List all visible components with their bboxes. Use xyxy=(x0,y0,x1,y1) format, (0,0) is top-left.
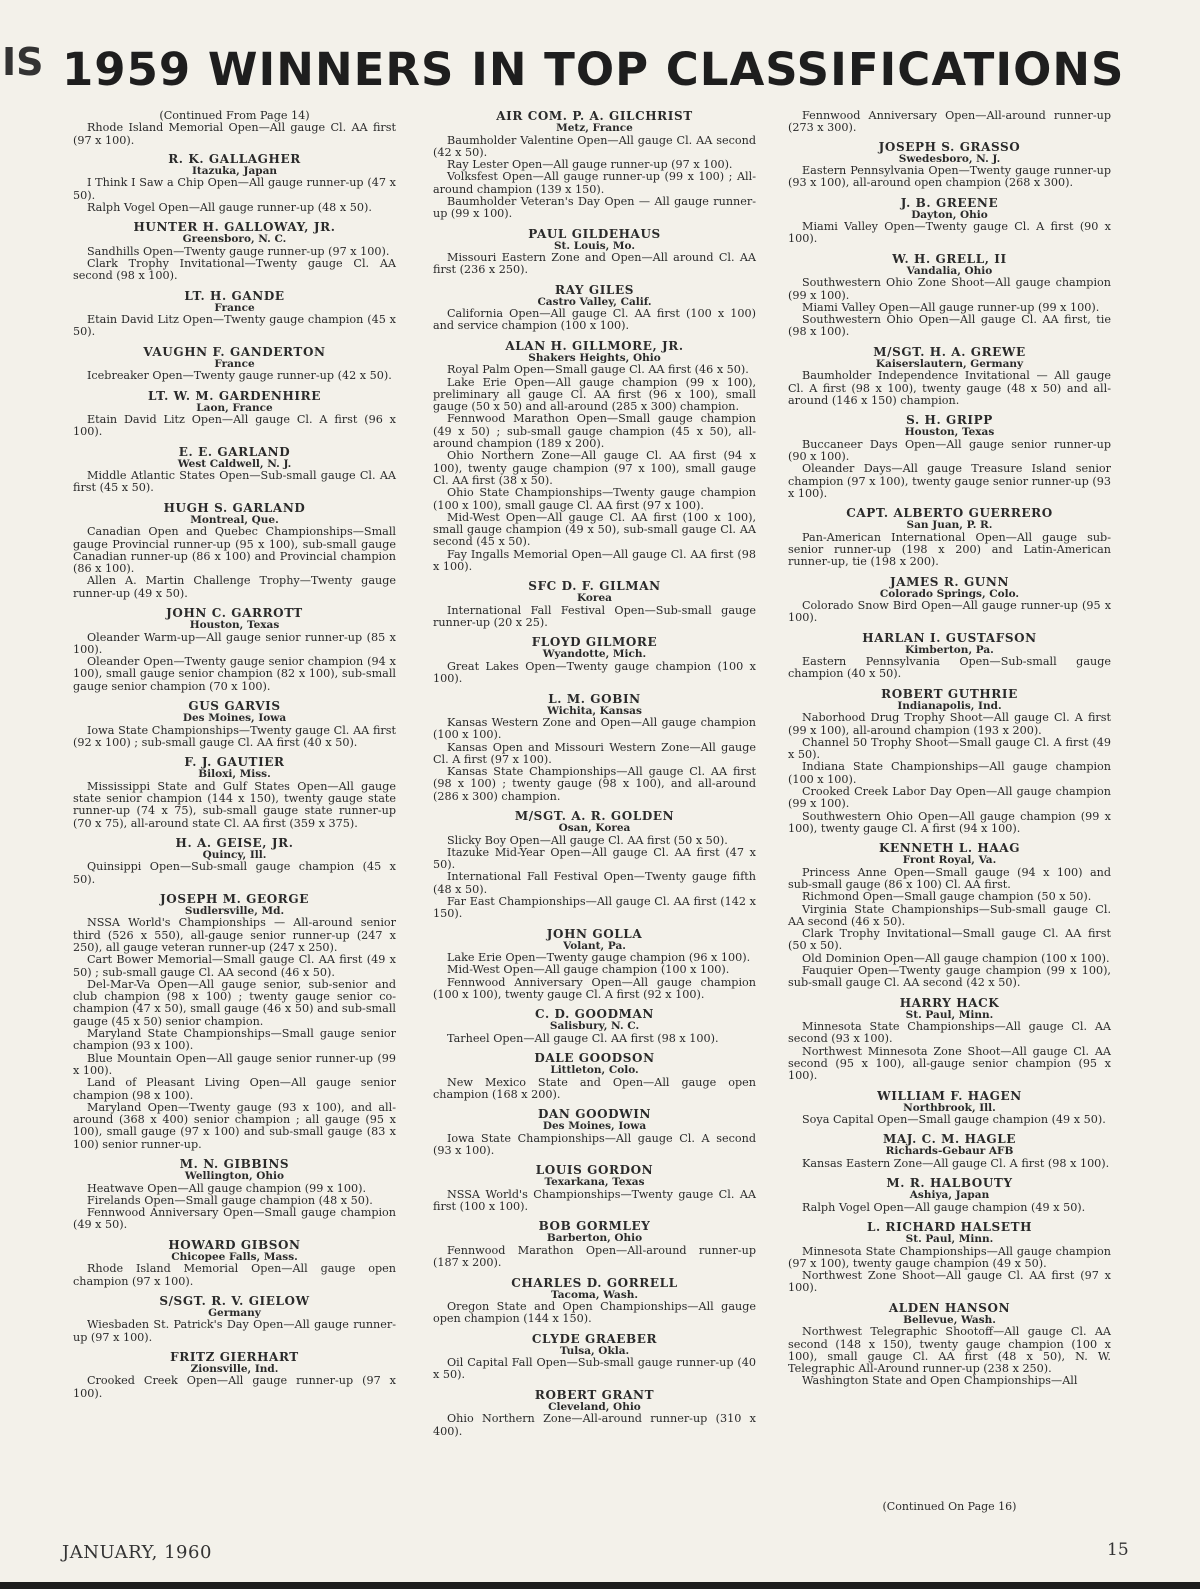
winner-location: Quincy, Ill. xyxy=(202,848,267,861)
achievement-text: Ohio Northern Zone—All gauge Cl. AA first (94 x 100), twenty gauge champion (97 x 100), small gauge Cl. AA first (38 x 50). xyxy=(433,449,756,487)
winner-entry xyxy=(433,636,756,685)
achievement-text: Missouri Eastern Zone and Open—All around Cl. AA first (236 x 250). xyxy=(433,251,756,277)
winner-name: MAJ. C. M. HAGLE xyxy=(882,1132,1017,1147)
achievement-text: Baumholder Independence Invitational — All gauge Cl. A first (98 x 100), twenty gauge (48 x 50) and all-around (146 x 150) champion. xyxy=(788,369,1111,407)
achievement-text: Ohio State Championships—Twenty gauge champion (100 x 100), small gauge Cl. AA first (97 x 100). xyxy=(433,486,756,512)
winner-location: Chicopee Falls, Mass. xyxy=(171,1250,298,1263)
achievement-text: Fauquier Open—Twenty gauge champion (99 x 100), sub-small gauge Cl. AA second (42 x 50). xyxy=(788,964,1111,990)
achievement-text: Pan-American International Open—All gauge sub-senior runner-up (198 x 200) and Latin-American runner-up, tie (198 x 200). xyxy=(788,530,1111,569)
winner-location: St. Paul, Minn. xyxy=(905,1008,994,1021)
column-3 xyxy=(788,110,1111,1395)
winner-location: Tulsa, Okla. xyxy=(559,1344,630,1357)
winner-location: Biloxi, Miss. xyxy=(198,768,271,781)
winner-location: Osan, Korea xyxy=(558,822,631,835)
achievement-text: Mississippi State and Gulf States Open—All gauge state senior champion (144 x 150), twenty gauge state runner-up (74 x 75), sub-small gauge state runner-up (70 x 75), all-around state Cl. AA first (359 x 375). xyxy=(73,779,396,830)
winner-name: M/SGT. A. R. GOLDEN xyxy=(514,809,675,824)
achievement-text: Miami Valley Open—Twenty gauge Cl. A first (90 x 100). xyxy=(788,220,1111,246)
winner-entry xyxy=(73,607,396,693)
winner-location: Vandalia, Ohio xyxy=(906,264,993,277)
winner-entry xyxy=(433,1008,756,1045)
winner-location: Wichita, Kansas xyxy=(547,704,642,717)
achievement-text: Rhode Island Memorial Open—All gauge open champion (97 x 100). xyxy=(73,1262,396,1288)
winner-name: L. M. GOBIN xyxy=(548,691,641,706)
achievement-text: Itazuke Mid-Year Open—All gauge Cl. AA first (47 x 50). xyxy=(433,845,756,872)
achievement-text: Sandhills Open—Twenty gauge runner-up (97 x 100). xyxy=(87,244,390,258)
winner-entry xyxy=(433,228,756,277)
winner-name: FLOYD GILMORE xyxy=(531,635,658,650)
winner-name: E. E. GARLAND xyxy=(178,444,291,459)
winner-name: JOSEPH S. GRASSO xyxy=(878,139,1021,154)
winner-entry xyxy=(433,580,756,629)
winner-location: Dayton, Ohio xyxy=(911,208,988,221)
continued-note: (Continued On Page 16) xyxy=(882,1500,1017,1513)
winner-entry xyxy=(788,1177,1111,1214)
winner-location: Houston, Texas xyxy=(904,426,995,439)
winner-entry xyxy=(433,1389,756,1438)
winner-entry xyxy=(788,1221,1111,1295)
achievement-text: Heatwave Open—All gauge champion (99 x 100). xyxy=(87,1181,367,1195)
winner-entry xyxy=(788,1133,1111,1170)
winner-entry xyxy=(433,1164,756,1213)
column-2 xyxy=(433,110,756,1445)
achievement-text: Slicky Boy Open—All gauge Cl. AA first (50 x 50). xyxy=(447,833,728,847)
winner-name: JOSEPH M. GEORGE xyxy=(160,891,309,906)
winner-name: GUS GARVIS xyxy=(188,699,281,714)
achievement-text: Fay Ingalls Memorial Open—All gauge Cl. AA first (98 x 100). xyxy=(433,547,756,574)
achievement-text: Ralph Vogel Open—All gauge runner-up (48 x 50). xyxy=(87,200,372,214)
achievement-text: Del-Mar-Va Open—All gauge senior, sub-senior and club champion (98 x 100) ; twenty gauge senior co-champion (47 x 50), small gauge (46 x 50) and sub-small gauge (45 x 50) senior champion. xyxy=(73,977,396,1028)
achievement-text: Iowa State Championships—All gauge Cl. A second (93 x 100). xyxy=(433,1131,756,1158)
achievement-text: Fennwood Anniversary Open—All gauge champion (100 x 100), twenty gauge Cl. A first (92 x 100). xyxy=(433,975,756,1002)
winner-entry xyxy=(73,290,396,339)
winner-name: HOWARD GIBSON xyxy=(168,1237,301,1252)
achievement-text: Lake Erie Open—Twenty gauge champion (96 x 100). xyxy=(447,951,751,965)
achievement-text: Eastern Pennsylvania Open—Twenty gauge runner-up (93 x 100), all-around open champion (268 x 300). xyxy=(788,164,1111,190)
achievement-text: Oleander Warm-up—All gauge senior runner-up (85 x 100). xyxy=(73,630,396,656)
winner-name: SFC D. F. GILMAN xyxy=(528,579,661,594)
winner-name: ROBERT GUTHRIE xyxy=(881,686,1018,701)
achievement-text: Kansas State Championships—All gauge Cl. AA first (98 x 100) ; twenty gauge (98 x 100), and all-around (286 x 300) champion. xyxy=(433,765,756,803)
winner-name: LOUIS GORDON xyxy=(535,1163,654,1178)
winner-location: Des Moines, Iowa xyxy=(542,1120,647,1133)
achievement-text: Oil Capital Fall Open—Sub-small gauge runner-up (40 x 50). xyxy=(433,1356,756,1382)
winner-name: J. B. GREENE xyxy=(900,195,999,210)
winner-name: S/SGT. R. V. GIELOW xyxy=(159,1293,310,1308)
intro-text: (Continued From Page 14) xyxy=(159,109,310,122)
achievement-text: International Fall Festival Open—Sub-small gauge runner-up (20 x 25). xyxy=(433,603,756,630)
achievement-text: Colorado Snow Bird Open—All gauge runner-up (95 x 100). xyxy=(788,599,1111,625)
achievement-text: Clark Trophy Invitational—Twenty gauge Cl. AA second (98 x 100). xyxy=(73,257,396,283)
achievement-text: Etain David Litz Open—All gauge Cl. A first (96 x 100). xyxy=(73,413,396,439)
page-number: 15 xyxy=(1107,1540,1129,1560)
achievement-text: Etain David Litz Open—Twenty gauge champion (45 x 50). xyxy=(73,313,396,339)
winner-name: M/SGT. H. A. GREWE xyxy=(873,344,1026,359)
winner-entry xyxy=(788,997,1111,1083)
winner-entry xyxy=(788,842,1111,989)
winner-name: HARRY HACK xyxy=(899,995,1000,1010)
achievement-text: Indiana State Championships—All gauge champion (100 x 100). xyxy=(788,760,1111,786)
winner-name: FRITZ GIERHART xyxy=(170,1349,299,1364)
winner-name: KENNETH L. HAAG xyxy=(878,841,1021,856)
winner-location: Swedesboro, N. J. xyxy=(898,152,1001,165)
winner-name: DAN GOODWIN xyxy=(537,1107,652,1122)
achievement-text: Maryland Open—Twenty gauge (93 x 100), and all-around (368 x 400) senior champion ; all gauge (95 x 100), small gauge (97 x 100) and sub-small gauge (83 x 100) senior runner-up. xyxy=(73,1100,396,1151)
achievement-text: Maryland State Championships—Small gauge senior champion (93 x 100). xyxy=(73,1027,396,1053)
winner-location: France xyxy=(214,301,255,314)
winner-location: Korea xyxy=(577,592,612,605)
achievement-text: Southwestern Ohio Zone Shoot—All gauge champion (99 x 100). xyxy=(788,276,1111,302)
winner-entry xyxy=(788,576,1111,625)
achievement-text: Buccaneer Days Open—All gauge senior runner-up (90 x 100). xyxy=(788,437,1111,463)
achievement-text: Kansas Open and Missouri Western Zone—All gauge Cl. A first (97 x 100). xyxy=(433,740,756,766)
winner-location: Kaiserslautern, Germany xyxy=(875,357,1024,370)
winner-entry xyxy=(788,346,1111,407)
winner-entry xyxy=(433,810,756,921)
winner-location: West Caldwell, N. J. xyxy=(177,457,292,470)
achievement-text: Fennwood Marathon Open—All-around runner-up (187 x 200). xyxy=(433,1243,756,1270)
achievement-text: New Mexico State and Open—All gauge open champion (168 x 200). xyxy=(433,1075,756,1101)
winner-location: San Juan, P. R. xyxy=(906,519,993,532)
winner-name: WILLIAM F. HAGEN xyxy=(877,1088,1022,1103)
achievement-text: Old Dominion Open—All gauge champion (100 x 100). xyxy=(802,951,1110,965)
winner-entry xyxy=(73,153,396,214)
achievement-text: Southwestern Ohio Open—All gauge champion (99 x 100), twenty gauge Cl. A first (94 x 100). xyxy=(788,809,1111,835)
winner-entry xyxy=(433,693,756,804)
winner-entry xyxy=(788,507,1111,568)
winner-location: Texarkana, Texas xyxy=(544,1176,645,1189)
achievement-text: Mid-West Open—All gauge champion (100 x 100). xyxy=(447,963,730,977)
winner-entry xyxy=(73,700,396,749)
winner-name: HUNTER H. GALLOWAY, JR. xyxy=(133,220,336,235)
achievement-text: Miami Valley Open—All gauge runner-up (99 x 100). xyxy=(802,300,1100,314)
winner-location: Cleveland, Ohio xyxy=(548,1400,641,1413)
achievement-text: Mid-West Open—All gauge Cl. AA first (100 x 100), small gauge champion (49 x 50), sub-small gauge Cl. AA second (45 x 50). xyxy=(433,510,756,549)
achievement-text: Oleander Days—All gauge Treasure Island senior champion (97 x 100), twenty gauge senior runner-up (93 x 100). xyxy=(788,462,1111,500)
achievement-text: Baumholder Veteran's Day Open — All gauge runner-up (99 x 100). xyxy=(433,194,756,221)
winner-location: Shakers Heights, Ohio xyxy=(528,351,661,364)
achievement-text: Firelands Open—Small gauge champion (48 x 50). xyxy=(87,1193,373,1207)
achievement-text: Eastern Pennsylvania Open—Sub-small gauge champion (40 x 50). xyxy=(788,655,1111,681)
winner-entry xyxy=(73,446,396,495)
winner-name: M. N. GIBBINS xyxy=(179,1157,290,1172)
winner-entry xyxy=(433,1277,756,1326)
winner-name: BOB GORMLEY xyxy=(538,1219,651,1234)
winner-name: C. D. GOODMAN xyxy=(535,1007,654,1022)
winner-location: Front Royal, Va. xyxy=(902,854,997,867)
winner-location: Bellevue, Wash. xyxy=(903,1313,996,1326)
winner-location: Castro Valley, Calif. xyxy=(537,295,652,308)
winner-location: Zionsville, Ind. xyxy=(190,1362,279,1375)
winner-name: F. J. GAUTIER xyxy=(184,755,285,770)
achievement-text: California Open—All gauge Cl. AA first (100 x 100) and service champion (100 x 100). xyxy=(433,307,756,333)
winner-location: Montreal, Que. xyxy=(190,513,279,526)
achievement-text: Ohio Northern Zone—All-around runner-up (310 x 400). xyxy=(433,1412,756,1438)
winner-entry xyxy=(788,197,1111,246)
winner-entry xyxy=(73,221,396,282)
winner-name: S. H. GRIPP xyxy=(906,413,993,428)
winner-name: CAPT. ALBERTO GUERRERO xyxy=(846,506,1053,521)
achievement-text: Blue Mountain Open—All gauge senior runner-up (99 x 100). xyxy=(73,1051,396,1077)
winner-entry xyxy=(433,1333,756,1382)
achievement-text: Channel 50 Trophy Shoot—Small gauge Cl. A first (49 x 50). xyxy=(788,735,1111,762)
achievement-text: Middle Atlantic States Open—Sub-small gauge Cl. AA first (45 x 50). xyxy=(73,469,396,495)
achievement-text: NSSA World's Championships — All-around senior third (526 x 550), all-gauge senior runner-up (247 x 250), all gauge veteran runner-up (247 x 250). xyxy=(73,916,396,954)
achievement-text: Northwest Minnesota Zone Shoot—All gauge Cl. AA second (95 x 100), all-gauge senior champion (95 x 100). xyxy=(788,1044,1111,1083)
winner-location: Wyandotte, Mich. xyxy=(542,648,647,661)
achievement-text: Southwestern Ohio Open—All gauge Cl. AA first, tie (98 x 100). xyxy=(788,313,1111,339)
winner-entry xyxy=(433,110,756,221)
winner-entry xyxy=(788,1302,1111,1388)
winner-entry xyxy=(433,1108,756,1157)
footer-month: JANUARY, 1960 xyxy=(62,1542,212,1563)
winner-location: Northbrook, Ill. xyxy=(903,1101,996,1114)
winner-entry xyxy=(73,1295,396,1344)
winner-location: Ashiya, Japan xyxy=(909,1189,990,1202)
achievement-text: Lake Erie Open—All gauge champion (99 x 100), preliminary all gauge Cl. AA first (96 x 100), small gauge (50 x 50) and all-around (285 x 300) champion. xyxy=(433,375,756,414)
achievement-text: Land of Pleasant Living Open—All gauge senior champion (98 x 100). xyxy=(73,1076,396,1102)
achievement-text: Kansas Western Zone and Open—All gauge champion (100 x 100). xyxy=(433,716,756,742)
achievement-text: Northwest Zone Shoot—All gauge Cl. AA first (97 x 100). xyxy=(788,1269,1111,1295)
winner-location: Metz, France xyxy=(556,122,633,134)
achievement-text: Minnesota State Championships—All gauge champion (97 x 100), twenty gauge champion (49 x 50). xyxy=(788,1244,1111,1270)
column-1 xyxy=(73,110,396,1407)
winner-entry xyxy=(73,1158,396,1232)
winner-location: Laon, France xyxy=(196,401,273,414)
winner-location: Greensboro, N. C. xyxy=(182,233,287,246)
achievement-text: Fennwood Anniversary Open—Small gauge champion (49 x 50). xyxy=(73,1206,396,1232)
page-title: 1959 WINNERS IN TOP CLASSIFICATIONS xyxy=(62,43,1125,96)
achievement-text: Washington State and Open Championships—All xyxy=(802,1374,1078,1388)
winner-location: Wellington, Ohio xyxy=(184,1170,285,1183)
winner-name: L. RICHARD HALSETH xyxy=(866,1220,1033,1235)
winner-entry xyxy=(73,1239,396,1288)
winner-name: HUGH S. GARLAND xyxy=(163,500,306,515)
achievement-text: Quinsippi Open—Sub-small gauge champion (45 x 50). xyxy=(73,860,396,886)
winner-entry xyxy=(73,1351,396,1400)
winner-entry xyxy=(73,390,396,439)
winner-entry xyxy=(433,340,756,574)
winner-location: Tacoma, Wash. xyxy=(550,1288,639,1301)
achievement-text: NSSA World's Championships—Twenty gauge Cl. AA first (100 x 100). xyxy=(433,1187,756,1214)
winner-location: Richards-Gebaur AFB xyxy=(885,1145,1014,1158)
achievement-text: Cart Bower Memorial—Small gauge Cl. AA first (49 x 50) ; sub-small gauge Cl. AA second (46 x 50). xyxy=(73,953,396,979)
winner-entry xyxy=(433,1220,756,1269)
winner-location: Itazuka, Japan xyxy=(191,164,278,177)
achievement-text: Fennwood Marathon Open—Small gauge champion (49 x 50) ; sub-small gauge champion (45 x 50), all-around champion (189 x 200). xyxy=(433,412,756,451)
achievement-text: Volksfest Open—All gauge runner-up (99 x 100) ; All-around champion (139 x 150). xyxy=(433,170,756,196)
winner-name: LT. H. GANDE xyxy=(184,288,285,303)
winner-name: M. R. HALBOUTY xyxy=(886,1176,1013,1191)
achievement-text: International Fall Festival Open—Twenty gauge fifth (48 x 50). xyxy=(433,870,756,896)
winner-name: ROBERT GRANT xyxy=(534,1387,655,1402)
achievement-text: Icebreaker Open—Twenty gauge runner-up (42 x 50). xyxy=(87,369,392,383)
achievement-text: Wiesbaden St. Patrick's Day Open—All gauge runner-up (97 x 100). xyxy=(73,1318,396,1344)
winner-entry xyxy=(433,284,756,333)
winner-entry xyxy=(788,632,1111,681)
winner-name: H. A. GEISE, JR. xyxy=(175,835,294,850)
winner-entry xyxy=(788,253,1111,339)
winner-location: Kimberton, Pa. xyxy=(905,643,994,656)
winner-name: JOHN C. GARROTT xyxy=(166,606,303,621)
achievement-text: Richmond Open—Small gauge champion (50 x 50). xyxy=(802,890,1092,904)
achievement-text: Kansas Eastern Zone—All gauge Cl. A first (98 x 100). xyxy=(802,1156,1110,1170)
winner-entry xyxy=(73,502,396,600)
winner-location: Barberton, Ohio xyxy=(546,1232,643,1245)
winner-name: DALE GOODSON xyxy=(534,1051,655,1066)
winner-name: HARLAN I. GUSTAFSON xyxy=(862,630,1037,645)
achievement-text: Oleander Open—Twenty gauge senior champion (94 x 100), small gauge senior champion (82 x 100), sub-small gauge senior champion (70 x 100). xyxy=(73,655,396,693)
achievement-text: Iowa State Championships—Twenty gauge Cl. AA first (92 x 100) ; sub-small gauge Cl. AA first (40 x 50). xyxy=(73,723,396,749)
winner-location: Sudlersville, Md. xyxy=(184,904,285,917)
achievement-text: Far East Championships—All gauge Cl. AA first (142 x 150). xyxy=(433,895,756,921)
winner-name: RAY GILES xyxy=(555,282,634,297)
achievement-text: Baumholder Valentine Open—All gauge Cl. AA second (42 x 50). xyxy=(433,133,756,159)
achievement-text: Great Lakes Open—Twenty gauge champion (100 x 100). xyxy=(433,659,756,686)
achievement-text: Crooked Creek Open—All gauge runner-up (97 x 100). xyxy=(73,1374,396,1400)
winner-name: CHARLES D. GORRELL xyxy=(511,1275,678,1290)
winner-entry xyxy=(433,928,756,1002)
winner-location: St. Louis, Mo. xyxy=(553,239,636,252)
left-margin-bleed xyxy=(0,0,44,1589)
achievement-text: Crooked Creek Labor Day Open—All gauge champion (99 x 100). xyxy=(788,785,1111,811)
achievement-text: Oregon State and Open Championships—All gauge open champion (144 x 150). xyxy=(433,1300,756,1326)
winner-entry xyxy=(73,756,396,830)
winner-entry xyxy=(788,414,1111,500)
winner-location: St. Paul, Minn. xyxy=(905,1233,994,1246)
winner-location: Houston, Texas xyxy=(189,619,280,632)
winner-name: AIR COM. P. A. GILCHRIST xyxy=(496,109,693,123)
achievement-text: Canadian Open and Quebec Championships—Small gauge Provincial runner-up (95 x 100), sub-small gauge Canadian runner-up (86 x 100) and Provincial champion (86 x 100). xyxy=(73,525,396,576)
achievement-text: I Think I Saw a Chip Open—All gauge runner-up (47 x 50). xyxy=(73,176,396,202)
achievement-text: Allen A. Martin Challenge Trophy—Twenty gauge runner-up (49 x 50). xyxy=(73,574,396,600)
winner-name: ALAN H. GILLMORE, JR. xyxy=(505,338,684,353)
achievement-text: Princess Anne Open—Small gauge (94 x 100) and sub-small gauge (86 x 100) Cl. AA first. xyxy=(788,865,1111,891)
winner-location: Volant, Pa. xyxy=(563,939,626,952)
winner-name: CLYDE GRAEBER xyxy=(531,1331,658,1346)
winner-location: France xyxy=(214,357,255,370)
winner-location: Colorado Springs, Colo. xyxy=(879,587,1020,600)
winner-name: JAMES R. GUNN xyxy=(889,574,1010,589)
winner-name: LT. W. M. GARDENHIRE xyxy=(148,388,321,403)
winner-entry xyxy=(788,141,1111,190)
winner-entry xyxy=(73,837,396,886)
winner-entry xyxy=(788,688,1111,835)
achievement-text: Northwest Telegraphic Shootoff—All gauge Cl. AA second (148 x 150), twenty gauge champion (100 x 100), small gauge Cl. AA first (48 x 50), N. W. Telegraphic All-Around runner-up (238 x 250). xyxy=(788,1325,1111,1376)
achievement-text: Naborhood Drug Trophy Shoot—All gauge Cl. A first (99 x 100), all-around champion (193 x 200). xyxy=(788,711,1111,737)
winner-entry xyxy=(73,893,396,1151)
achievement-text: Minnesota State Championships—All gauge Cl. AA second (93 x 100). xyxy=(788,1020,1111,1046)
margin-fragment: IS xyxy=(2,40,44,84)
winner-location: Littleton, Colo. xyxy=(550,1064,639,1077)
intro-text: Fennwood Anniversary Open—All-around runner-up (273 x 300). xyxy=(788,109,1111,135)
winner-location: Salisbury, N. C. xyxy=(549,1020,640,1033)
achievement-text: Virginia State Championships—Sub-small gauge Cl. AA second (46 x 50). xyxy=(788,902,1111,928)
winner-name: PAUL GILDEHAUS xyxy=(528,226,661,241)
achievement-text: Ray Lester Open—All gauge runner-up (97 x 100). xyxy=(447,158,733,172)
winner-location: Germany xyxy=(208,1306,261,1319)
winner-location: Des Moines, Iowa xyxy=(182,712,287,725)
achievement-text: Clark Trophy Invitational—Small gauge Cl. AA first (50 x 50). xyxy=(788,927,1111,953)
intro-text: Rhode Island Memorial Open—All gauge Cl. AA first (97 x 100). xyxy=(73,121,396,147)
winner-name: JOHN GOLLA xyxy=(546,926,643,941)
winner-name: R. K. GALLAGHER xyxy=(168,151,301,166)
achievement-text: Royal Palm Open—Small gauge Cl. AA first (46 x 50). xyxy=(447,363,749,377)
winner-entry xyxy=(73,346,396,383)
winner-name: VAUGHN F. GANDERTON xyxy=(143,344,326,359)
achievement-text: Ralph Vogel Open—All gauge champion (49 x 50). xyxy=(802,1200,1086,1214)
bottom-border xyxy=(0,1582,1200,1589)
winner-name: W. H. GRELL, II xyxy=(892,251,1007,266)
winner-name: ALDEN HANSON xyxy=(888,1300,1011,1315)
winner-entry xyxy=(433,1052,756,1101)
achievement-text: Tarheel Open—All gauge Cl. AA first (98 x 100). xyxy=(447,1031,719,1045)
winner-entry xyxy=(788,1090,1111,1127)
achievement-text: Soya Capital Open—Small gauge champion (49 x 50). xyxy=(802,1113,1106,1127)
winner-location: Indianapolis, Ind. xyxy=(897,699,1002,712)
